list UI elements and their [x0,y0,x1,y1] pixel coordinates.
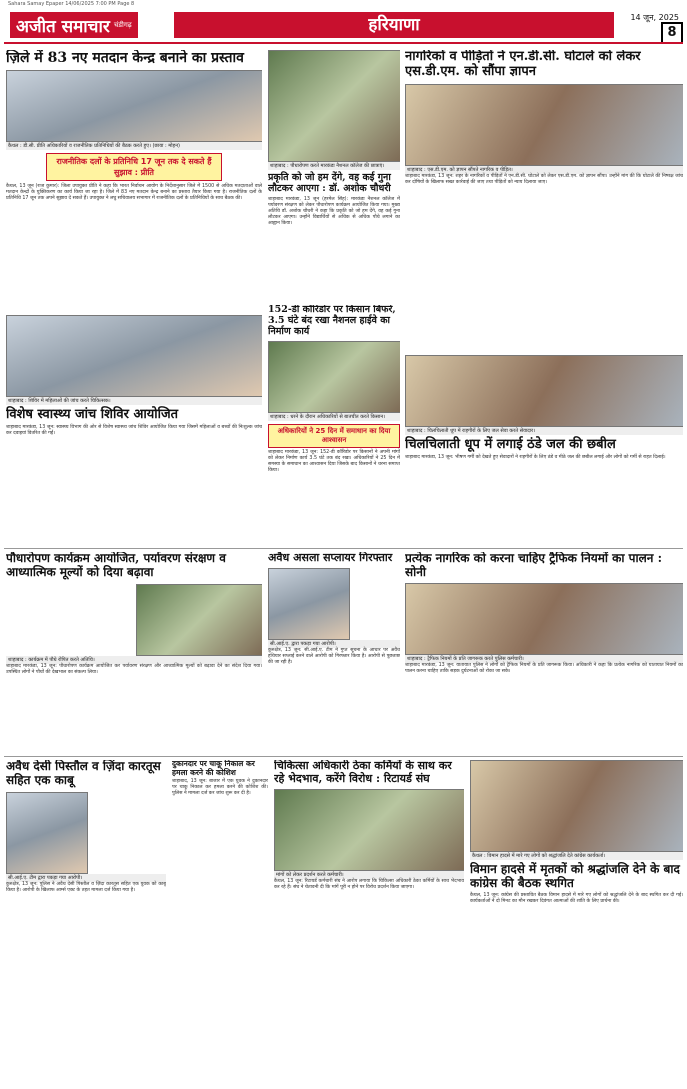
photo-caption: सी.आई.ए. टीम द्वारा पकड़ा गया आरोपी। [6,874,166,882]
divider [4,756,683,757]
article-body: शाहाबाद मारकंडा, 13 जून: 152-डी कॉरिडोर पर किसानों ने अपनी मांगों को लेकर निर्माण कार्य 3.5 घंटे तक बंद रखा। अधिकारियों ने 25 दिन में समस्या के समाधान का आश्वासन दिया जिसके बाद किसानों ने धरना समाप्त किया। [268,449,400,473]
newspaper-name: अजीत समाचार [16,16,110,37]
photo-caption: सी.आई.ए. द्वारा पकड़ा गया आरोपी। [268,640,400,648]
article-ndc-memorandum [405,50,683,350]
photo-caption: शाहाबाद : एस.डी.एम. को ज्ञापन सौंपते नागरिक व पीड़ित। [405,166,683,174]
headline: चिकित्सा अधिकारी ठेका कर्मियों के साथ कर रहे भेदभाव, करेंगे विरोध : रिटायर्ड संघ [274,760,452,785]
headline: चिलचिलाती धूप में लगाई ठंडे जल की छबील [405,437,616,452]
article-retired-union [274,760,464,1080]
print-slug: Sahara Samay Epaper 14/06/2025 7:00 PM Page 8 [8,1,135,7]
photo-caption: शाहाबाद : पौधारोपण करते मारकंडा नैशनल कॉलेज की छात्राएं। [268,162,400,170]
article-chhabeel [405,355,683,545]
article-body: कैथल, 13 जून: कांग्रेस की प्रस्तावित बैठक विमान हादसे में मारे गए लोगों को श्रद्धांजलि देने के बाद स्थगित कर दी गई। कार्यकर्ताओं ने दो मिनट का मौन रखकर दिवंगत आत्माओं की शांति के लिए प्रार्थना की। [470,892,683,904]
article-body: शाहाबाद मारकंडा, 13 जून: पौधारोपण कार्यक्रम आयोजित कर पर्यावरण संरक्षण और आध्यात्मिक मूल्यों को बढ़ावा देने का संदेश दिया गया। उपस्थित लोगों ने पौधों की देखभाल का संकल्प लिया। [6,663,262,675]
article-body: शाहाबाद मारकंडा, 13 जून: भीषण गर्मी को देखते हुए सेवादारों ने राहगीरों के लिए ठंडे व मीठे जल की छबील लगाई और लोगों को गर्मी से राहत दिलाई। [405,454,666,460]
article-farmers-protest [268,305,400,545]
header-rule [4,42,683,44]
article-body: कुरुक्षेत्र, 13 जून: सी.आई.ए. टीम ने गुप्त सूचना के आधार पर अवैध हथियार सप्लाई करने वाले आरोपी को गिरफ्तार किया है। आरोपी से पूछताछ की जा रही है। [268,647,400,665]
article-plantation [6,552,262,752]
article-body: शाहाबाद मारकंडा, 13 जून (हरमेल सिंह): मारकंडा नैशनल कॉलेज में पर्यावरण संरक्षण को लेकर पौधारोपण कार्यक्रम आयोजित किया गया। मुख्य अतिथि डॉ. अशोक चौधरी ने कहा कि प्रकृति को जो हम देंगे, वह कई गुना लौटकर आएगा। उन्होंने विद्यार्थियों से अधिक से अधिक पौधे लगाने का आह्वान किया। [268,196,400,226]
edition-city: चंडीगढ़ [113,20,132,29]
article-body: कुरुक्षेत्र, 13 जून: पुलिस ने अवैध देसी पिस्तौल व ज़िंदा कारतूस सहित एक युवक को काबू किया है। आरोपी के खिलाफ आर्म्स एक्ट के तहत मामला दर्ज किया गया है। [6,881,166,893]
photo-caption: कैथल : विमान हादसे में मारे गए लोगों को श्रद्धांजलि देते कांग्रेस कार्यकर्ता। [470,852,683,860]
photo [405,583,683,655]
photo-caption: शाहाबाद : चिलचिलाती धूप में राहगीरों के लिए जल सेवा करते सेवादार। [405,427,683,435]
photo [274,789,464,871]
photo-caption: शाहाबाद : ट्रैफिक नियमों के प्रति जागरूक करते पुलिस कर्मचारी। [405,655,683,663]
page-number: 8 [661,22,683,44]
photo [6,792,88,874]
photo [6,70,262,142]
article-pistol-seized [6,760,166,1080]
headline: अवैध असला सप्लायर गिरफ्तार [268,552,393,564]
article-knife-attack [172,760,268,880]
headline: 152-डी कॉरिडोर पर किसान बिफरे, 3.5 घंटे बंद रखा नैशनल हाईवे का निर्माण कार्य [268,305,396,337]
article-arms-supplier [268,552,400,752]
article-traffic-rules [405,552,683,752]
headline: दुकानदार पर चाकू निकाल कर हमला करने की कोशिश [172,760,255,777]
photo [268,568,350,640]
photo-caption: कैथल : डी.सी. प्रीति अधिकारियों व राजनीतिक प्रतिनिधियों की बैठक करते हुए। (छाया : मोहन) [6,142,262,150]
article-nature [268,50,400,300]
headline: ज़िले में 83 नए मतदान केन्द्र बनाने का प्रस्ताव [6,50,244,66]
headline: पौधारोपण कार्यक्रम आयोजित, पर्यावरण संरक्षण व आध्यात्मिक मूल्यों को दिया बढ़ावा [6,552,226,579]
headline: विशेष स्वास्थ्य जांच शिविर आयोजित [6,407,179,422]
headline: विमान हादसे में मृतकों को श्रद्धांजलि देने के बाद कांग्रेस की बैठक स्थगित [470,862,680,890]
photo-caption: मांगों को लेकर प्रदर्शन करते कर्मचारी। [274,871,464,879]
photo-caption: शाहाबाद : कार्यक्रम में पौधे रोपित करते अतिथि। [6,656,262,664]
issue-date: 14 जून, 2025 [630,13,679,22]
photo [136,584,262,656]
headline: अवैध देसी पिस्तौल व ज़िंदा कारतूस सहित एक काबू [6,760,161,787]
photo-caption: शाहाबाद : धरने के दौरान अधिकारियों से बातचीत करते किसान। [268,413,400,421]
headline: प्रत्येक नागरिक को करना चाहिए ट्रैफिक नियमों का पालन : सोनी [405,552,663,579]
brand-block [10,12,138,38]
article-plane-crash-tribute [470,760,683,1080]
pull-quote: राजनीतिक दलों के प्रतिनिधि 17 जून तक दे सकते हैं सुझाव : प्रीति [46,153,222,181]
article-body: शाहाबाद मारकंडा, 13 जून: शहर के नागरिकों व पीड़ितों ने एन.डी.सी. घोटाले को लेकर एस.डी.एम. को ज्ञापन सौंपा। उन्होंने मांग की कि घोटाले की निष्पक्ष जांच कर दोषियों के खिलाफ सख्त कार्रवाई की जाए तथा पीड़ितों को न्याय दिलाया जाए। [405,173,683,185]
photo [6,315,262,397]
photo-caption: शाहाबाद : शिविर में महिलाओं की जांच करते चिकित्सक। [6,397,262,405]
divider [4,548,683,549]
pull-quote: अधिकारियों ने 25 दिन में समाधान का दिया आश्वासन [268,424,400,448]
photo [268,50,400,162]
headline: प्रकृति को जो हम देंगे, वह कई गुना लौटकर आएगा : डॉ. अशोक चौधरी [268,172,391,194]
photo [268,341,400,413]
article-body: शाहाबाद मारकंडा, 13 जून: यातायात पुलिस ने लोगों को ट्रैफिक नियमों के प्रति जागरूक किया। अधिकारी ने कहा कि प्रत्येक नागरिक को यातायात नियमों का पालन करना चाहिए ताकि सड़क दुर्घटनाओं को रोका जा सके। [405,662,683,674]
headline: नागरिकों व पीड़ितों ने एन.डी.सी. घोटाले को लेकर एस.डी.एम. को सौंपा ज्ञापन [405,50,641,79]
article-body: कैथल, 13 जून: रिटायर्ड कर्मचारी संघ ने आरोप लगाया कि चिकित्सा अधिकारी ठेका कर्मियों के साथ भेदभाव कर रहे हैं। संघ ने चेतावनी दी कि मांगें पूरी न होने पर विरोध प्रदर्शन किया जाएगा। [274,879,464,891]
section-title: हरियाणा [174,12,614,38]
article-body: शाहाबाद, 13 जून: बाजार में एक युवक ने दुकानदार पर चाकू निकाल कर हमला करने की कोशिश की। पुलिस ने मामला दर्ज कर जांच शुरू कर दी है। [172,779,268,797]
article-body: शाहाबाद मारकंडा, 13 जून: स्वास्थ्य विभाग की ओर से विशेष स्वास्थ्य जांच शिविर आयोजित किया गया जिसमें महिलाओं व बच्चों की निःशुल्क जांच कर दवाइयां वितरित की गईं। [6,424,262,436]
photo [470,760,683,852]
article-polling-stations [6,50,262,310]
photo [405,355,683,427]
article-body: कैथल, 13 जून (राज कुमार): जिला उपायुक्त प्रीति ने कहा कि भारत निर्वाचन आयोग के निर्देशानुसार जिले में 1500 से अधिक मतदाताओं वाले मतदान केन्द्रों के युक्तिकरण का कार्य किया जा रहा है। जिले में 83 नए मतदान केन्द्र बनाने का प्रस्ताव तैयार किया गया है। राजनीतिक दलों के प्रतिनिधि 17 जून तक अपने सुझाव दे सकते हैं। उपायुक्त ने लघु सचिवालय सभागार में राजनीतिक दलों के प्रतिनिधियों के साथ बैठक की। [6,184,262,202]
article-health-camp [6,315,262,545]
photo [405,84,683,166]
masthead [4,10,683,40]
